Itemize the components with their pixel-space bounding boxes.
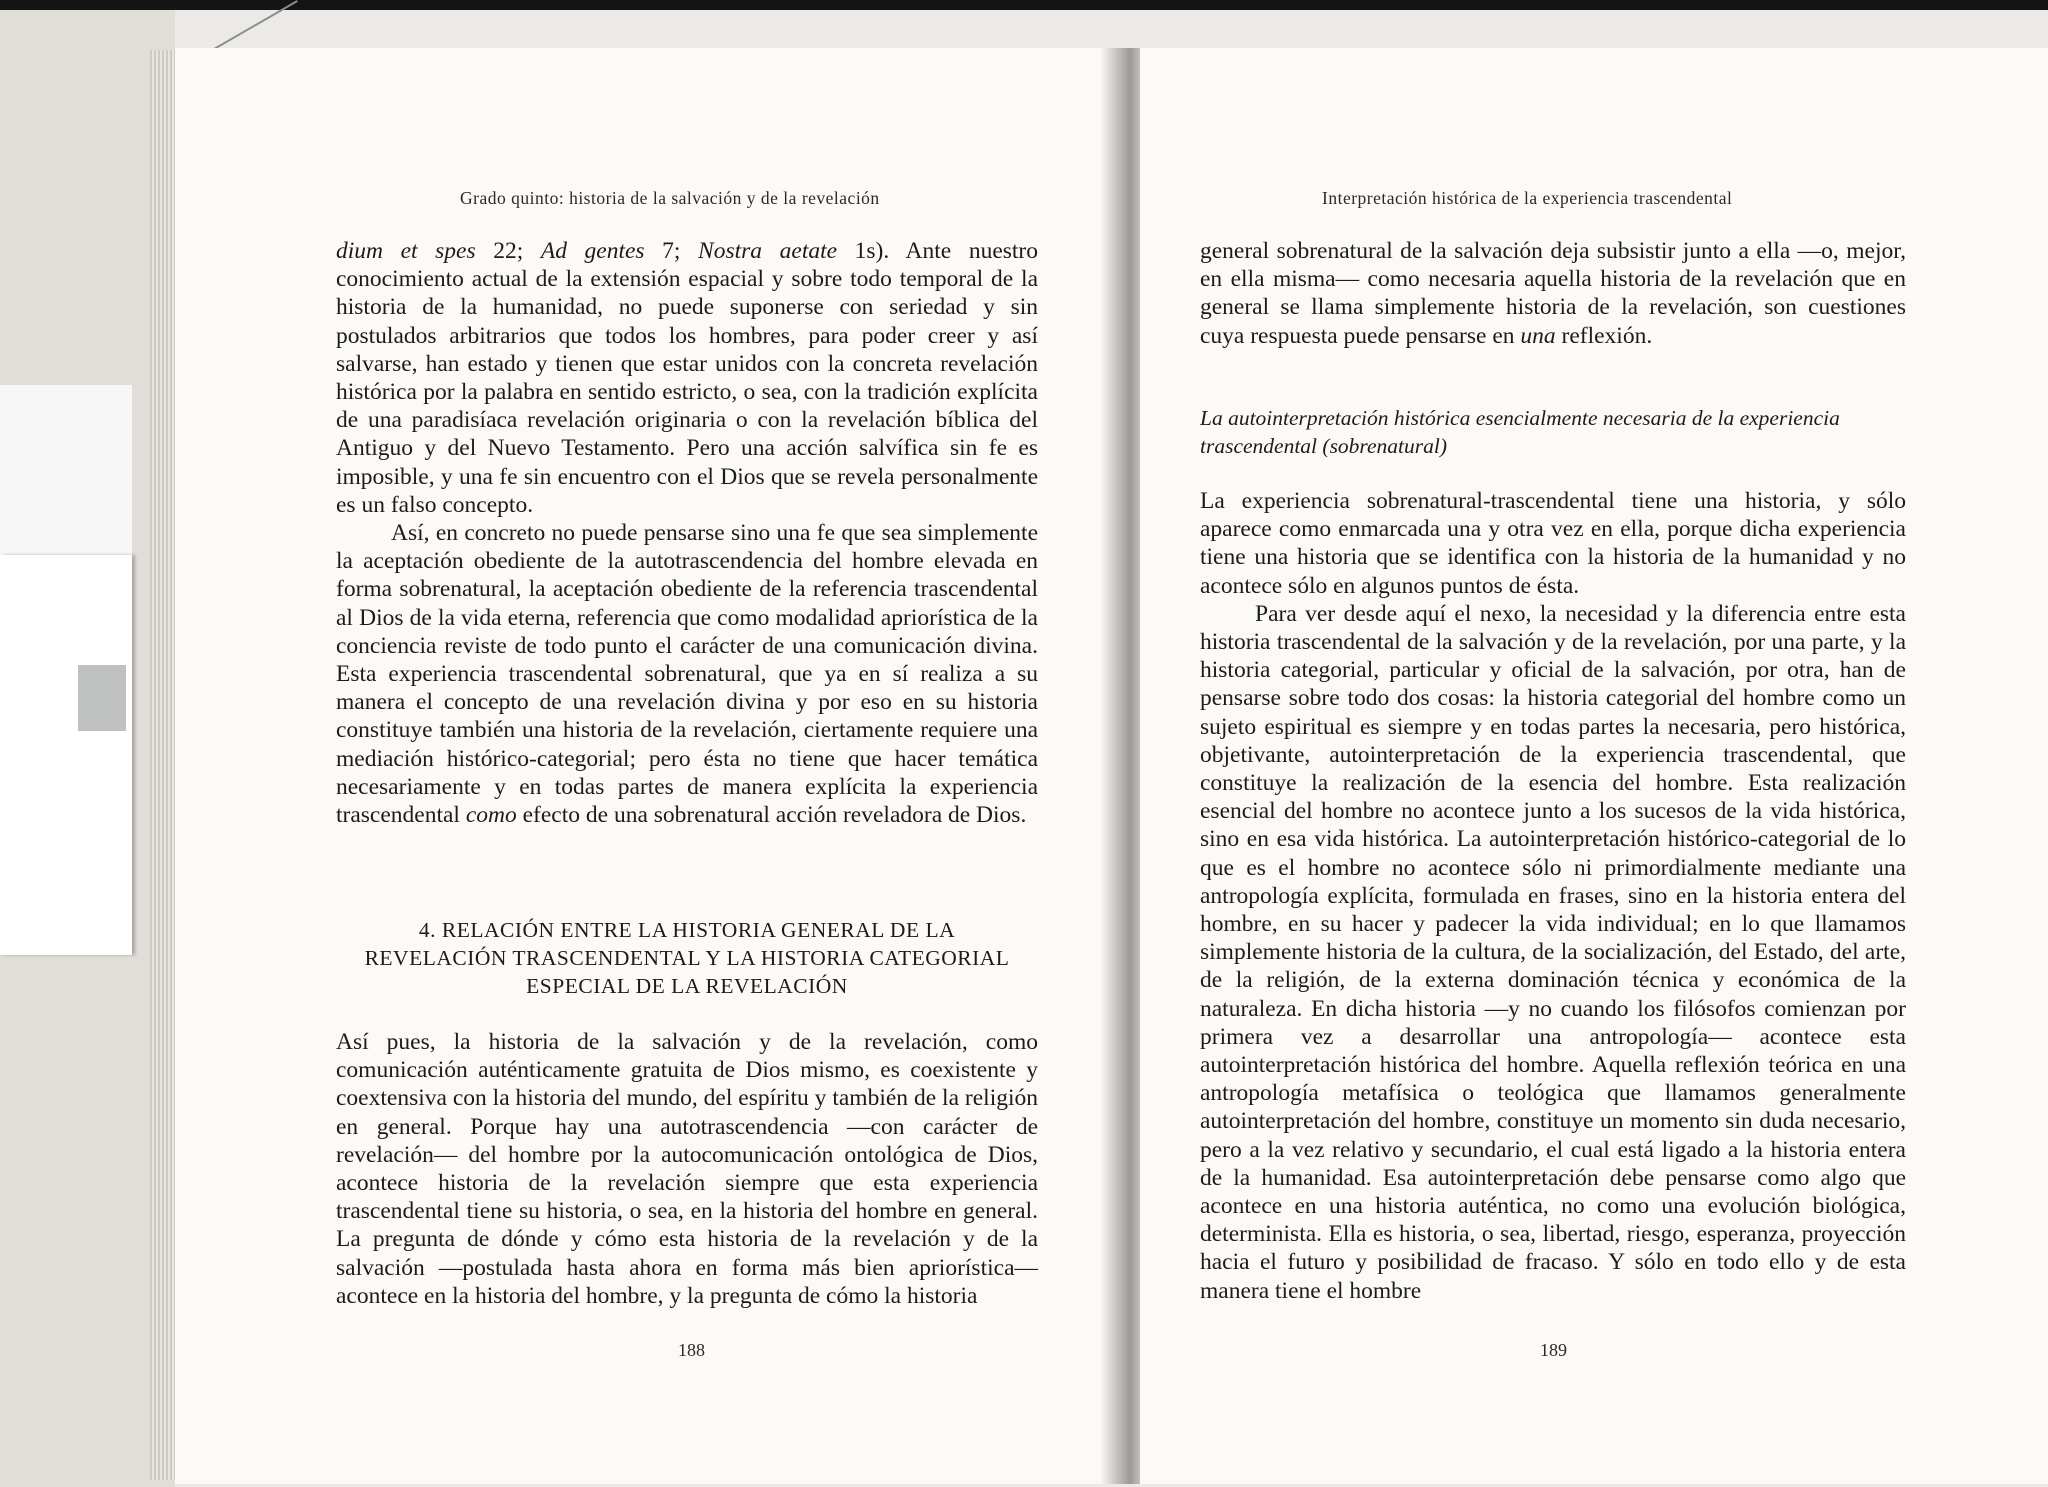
right-body-top — [1200, 237, 1906, 350]
left-page-number: 188 — [678, 1340, 705, 1360]
citation-italic: Nostra aetate — [698, 238, 838, 264]
citation-italic: Ad gentes — [540, 238, 645, 264]
film-mark — [78, 665, 126, 731]
right-running-head: Interpretación histórica de la experiencia trascendental — [1322, 188, 1733, 208]
section-heading-line: 4. RELACIÓN ENTRE LA HISTORIA GENERAL DE LA — [418, 918, 956, 942]
text-run: general sobrenatural de la salvación deja subsistir junto a ella —o, mejor, en ella misma— como necesaria aquella historia de la revelación que en general se llama simplemente historia de la revelación, son cuestiones cuya respuesta puede pensarse en — [1200, 238, 1906, 349]
subsection-heading-line: La autointerpretación histórica esencialmente necesaria de la experiencia — [1200, 406, 1840, 430]
left-paragraph-1 — [336, 237, 1038, 519]
book-page-edges — [0, 10, 175, 1487]
text-run: efecto de una sobrenatural acción reveladora de Dios. — [516, 802, 1027, 829]
right-page-number: 189 — [1540, 1340, 1567, 1360]
left-running-head: Grado quinto: historia de la salvación y de la revelación — [460, 188, 880, 208]
scanner-top-edge — [0, 0, 2048, 10]
section-heading-line: ESPECIAL DE LA REVELACIÓN — [526, 974, 848, 998]
section-heading — [336, 916, 1038, 1000]
right-paragraph-3: Para ver desde aquí el nexo, la necesidad y la diferencia entre esta historia trascendental de la salvación y de la revelación, por una parte, y la historia categorial, particular y oficial de la salvación, por otra, han de pensarse sobre todo dos cosas: la historia categorial del hombre como un sujeto espiritual es siempre y en todas partes la necesaria, pero histórica, objetivante, autointerpretación de la experiencia trascendental, que constituye la realización de la esencia del hombre. Esta realización esencial del hombre no acontece junto a los sucesos de la vida histórica, sino en esa vida histórica. La autointerpretación histórico-categorial de lo que es el hombre no acontece sólo ni primordialmente mediante una antropología explícita, formulada en frases, sino en la historia entera del hombre, en su hacer y padecer la vida individual; en lo que llamamos simplemente historia de la cultura, de la socialización, del Estado, del arte, de la religión, de la externa dominación técnica y económica de la naturaleza. En dicha historia —y no cuando los filósofos comienzan por primera vez a desarrollar una antropología— acontece esta autointerpretación histórica del hombre. Aquella reflexión teórica en una antropología metafísica o teológica que llamamos generalmente autointerpretación del hombre, constituye un momento sin duda necesario, pero a la vez relativo y secundario, el cual está ligado a la historia entera de la humanidad. Esa autointerpretación debe pensarse como algo que acontece en una historia auténtica, no como una evolución biológica, determinista. Ella es historia, o sea, libertad, riesgo, esperanza, proyección hacia el futuro y posibilidad de fracaso. Y sólo en todo ello y de esta manera tiene el hombre — [1200, 600, 1906, 1304]
right-body-bottom — [1200, 487, 1906, 1305]
text-run: reflexión. — [1555, 322, 1653, 349]
emphasis-italic: como — [465, 802, 517, 829]
left-body-bottom — [336, 1028, 1038, 1310]
left-body-top — [336, 237, 1038, 829]
right-paragraph-1 — [1200, 237, 1906, 350]
citation-italic: dium et spes — [336, 238, 476, 264]
section-heading-line: REVELACIÓN TRASCENDENTAL Y LA HISTORIA CATEGORIAL — [364, 946, 1010, 970]
page-stack — [150, 50, 175, 1480]
text-run: 1s). Ante nuestro conocimiento actual de la extensión espacial y sobre todo temporal de la historia de la humanidad, no puede suponerse con seriedad y sin postulados arbitrarios que todos los hombres, para poder creer y así salvarse, han estado y tienen que estar unidos con la concreta revelación histórica por la palabra en sentido estricto, o sea, con la tradición explícita de una paradisíaca revelación originaria o con la revelación bíblica del Antiguo y del Nuevo Testamento. Pero una acción salvífica sin fe es imposible, y una fe sin encuentro con el Dios que se revela personalmente es un falso concepto. — [336, 238, 1038, 518]
subsection-heading — [1200, 404, 1906, 460]
text-run: 22; — [475, 238, 541, 264]
subsection-heading-line: trascendental (sobrenatural) — [1200, 434, 1448, 458]
text-run: 7; — [644, 238, 699, 264]
left-paragraph-3: Así pues, la historia de la salvación y de la revelación, como comunicación auténticamente gratuita de Dios mismo, es coexistente y coextensiva con la historia del mundo, del espíritu y también de la religión en general. Porque hay una autotrascendencia —con carácter de revelación— del hombre por la autocomunicación ontológica de Dios, acontece historia de la revelación siempre que esta experiencia trascendental tiene su historia, o sea, en la historia del hombre en general. La pregunta de dónde y cómo esta historia de la revelación y de la salvación —postulada hasta ahora en forma más bien apriorística— acontece en la historia del hombre, y la pregunta de cómo la historia — [336, 1029, 1038, 1309]
text-run: Así, en concreto no puede pensarse sino una fe que sea simplemente la aceptación obediente de la autotrascendencia del hombre elevada en forma sobrenatural, la aceptación obediente de la referencia trascendental al Dios de la vida eterna, referencia que como modalidad apriorística de la conciencia reviste de todo punto el carácter de una comunicación divina. Esta experiencia trascendental sobrenatural, que ya en sí realiza a su manera el concepto de una revelación divina y por eso en su historia constituye también una historia de la revelación, ciertamente requiere una mediación histórico-categorial; pero ésta no tiene que hacer temática necesariamente y en todas partes de manera explícita la experiencia trascendental — [336, 520, 1038, 829]
left-paragraph-2 — [336, 519, 1038, 829]
emphasis-italic: una — [1520, 322, 1556, 349]
paper-slip — [0, 555, 132, 955]
right-paragraph-2: La experiencia sobrenatural-trascendental tiene una historia, y sólo aparece como enmarcada una y otra vez en ella, porque dicha experiencia tiene una historia que se identifica con la historia de la humanidad y no acontece sólo en algunos puntos de ésta. — [1200, 488, 1906, 599]
